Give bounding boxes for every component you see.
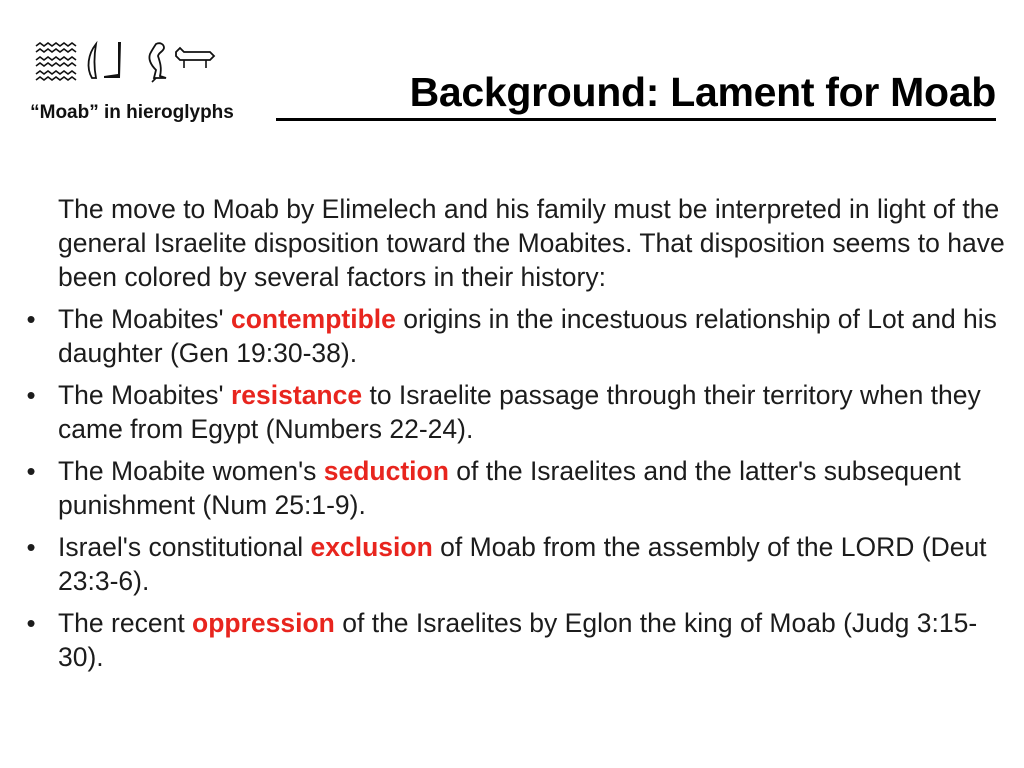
bullet-icon: • xyxy=(26,380,36,410)
hieroglyph-caption: “Moab” in hieroglyphs xyxy=(30,102,234,123)
item-text: The recent xyxy=(58,608,193,638)
item-text: of Moab from the assembly of the LORD (Deut 23:3-6). xyxy=(58,532,987,596)
item-keyword: resistance xyxy=(230,380,363,410)
item-text: The Moabites' xyxy=(58,380,231,410)
intro-paragraph: The move to Moab by Elimelech and his family must be interpreted in light of the general Israelite disposition toward the Moabites. That disposition seems to have been colored by several factors in their history: xyxy=(58,194,1005,292)
title-underline xyxy=(276,118,996,121)
bullet-icon: • xyxy=(26,532,36,562)
slide-title: Background: Lament for Moab xyxy=(409,69,996,115)
list-item xyxy=(26,378,1008,446)
factor-list xyxy=(26,302,1008,674)
list-item xyxy=(26,302,1008,370)
item-keyword: exclusion xyxy=(310,532,433,562)
item-text: The Moabites' xyxy=(58,304,231,334)
bullet-icon: • xyxy=(26,304,36,334)
item-text: Israel's constitutional xyxy=(58,532,311,562)
item-text: The Moabite women's xyxy=(58,456,324,486)
item-text: origins in the incestuous relationship of Lot and his daughter (Gen 19:30-38). xyxy=(58,304,997,368)
slide-body xyxy=(26,192,1008,682)
item-text: of the Israelites and the latter's subsequent punishment (Num 25:1-9). xyxy=(58,456,961,520)
item-keyword: oppression xyxy=(192,608,335,638)
moab-hieroglyphs-icon xyxy=(34,38,234,86)
list-item xyxy=(26,530,1008,598)
item-keyword: seduction xyxy=(323,456,449,486)
hieroglyph-block xyxy=(10,38,254,138)
bullet-icon: • xyxy=(26,608,36,638)
list-item xyxy=(26,454,1008,522)
list-item xyxy=(26,606,1008,674)
item-text: to Israelite passage through their territory when they came from Egypt (Numbers 22-24). xyxy=(58,380,981,444)
bullet-icon: • xyxy=(26,456,36,486)
item-text: of the Israelites by Eglon the king of Moab (Judg 3:15-30). xyxy=(58,608,978,672)
item-keyword: contemptible xyxy=(230,304,396,334)
